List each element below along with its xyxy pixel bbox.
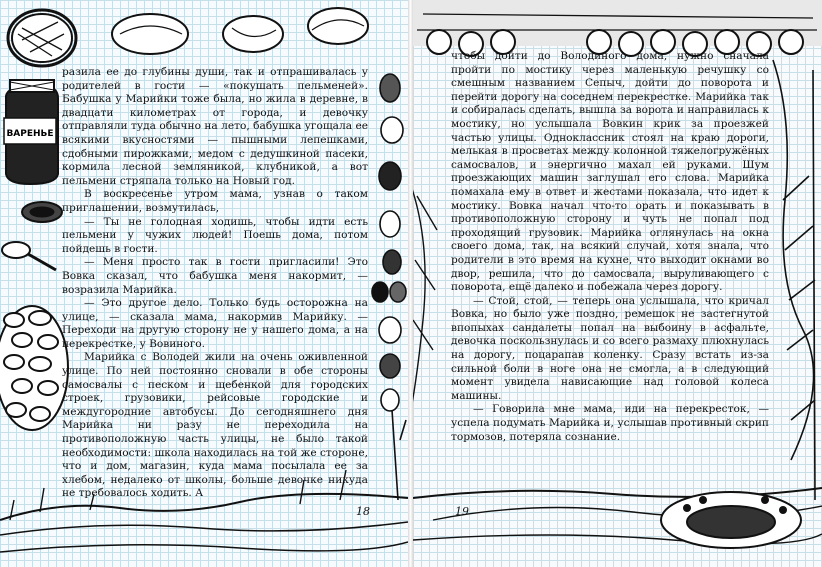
paragraph: — Ты не голодная ходишь, чтобы идти есть пельмени у чужих людей! Поешь дома, потом пойдешь в гости.: [62, 215, 368, 255]
page-number-left: 18: [356, 505, 370, 518]
page-number-right: 19: [455, 505, 469, 518]
road-sandal-illustration: [413, 488, 822, 548]
jar-label: ВАРЕНЬЕ: [6, 129, 54, 139]
log-bridge-illustration: [413, 0, 822, 56]
paragraph: — Меня просто так в гости пригласили! Это Вовка сказал, что бабушка меня накормит, — возразила Марийка.: [62, 256, 368, 296]
right-page-text: [451, 50, 769, 444]
paragraph: — Говорила мне мама, иди на перекресток, — успела подумать Марийка и, услышав противный скрип тормозов, потеряла сознание.: [451, 403, 769, 443]
left-page: [0, 0, 408, 567]
pastry-illustrations: [8, 8, 368, 66]
paragraph: — Это другое дело. Только будь осторожна на улице, — сказала мама, накормив Марийку. — Переходи на другую сторону не у нашего дома, а на перекрестке, у Вовиного.: [62, 297, 368, 350]
saucer-spoon-illustration: [2, 202, 62, 270]
paragraph: Марийка с Володей жили на очень оживленной улице. По ней постоянно сновали в обе стороны самосвалы с песком и щебенкой для городских строек, грузовики, рейсовые городские и междугородние автобусы. До сегодняшнего дня Марийка ни разу не переходила на противоположную часть улицы, не было такой необходимости: школа находилась на той же стороне, что и дом, магазин, куда мама посылала ее за хлебом, недалеко от школы, больше девочке никуда не требовалось ходить. А: [62, 351, 368, 500]
paragraph: разила ее до глубины души, так и отпрашивалась у родителей в гости — «покушать пельменей». Бабушка у Марийки тоже была, но жила в деревне, в двадцати километрах от города, и девочку отправляли туда обычно на лето, бабушка угощала ее всякими вкусностями — пышными лепешками, сдобными пирожками, медом с дедушкиной пасеки, кормила лесной земляникой, клубникой, а вот пельмени стряпала только на Новый год.: [62, 66, 368, 187]
pelmeni-plate-illustration: [0, 306, 68, 430]
paragraph: — Стой, стой, — теперь она услышала, что кричал Вовка, но было уже поздно, ремешок не застегнутой впопыхах сандалеты попал на выбоину в асфальте, девочка поскользнулась и со всего размаху плюхнулась на дорогу, поцарапав коленку. Сразу встать из-за сильной боли в ноге она не смогла, а в следующий момент увидела нависающие над головой колеса машины.: [451, 294, 769, 402]
river-grass-illustration: [773, 60, 815, 500]
right-page: [413, 0, 822, 567]
paragraph: чтобы дойти до Володиного дома, нужно сначала пройти по мостику через маленькую речушку со смешным названием Сепыч, дойти до поворота и перейти дорогу на соседнем перекрестке. Марийка так и собиралась сделать, вышла за ворота и направилась к мостику, но услышала Вовкин крик за проезжей частью улицы. Одноклассник стоял на краю дороги, мелькая в просветах между колонной тяжелогружёных самосвалов, и энергично махал ей руками. Шум проезжающих машин заглушал его слова. Марийка помахала ему в ответ и жестами показала, что идет к мостику. Вовка начал что-то орать и показывать в противоположную сторону и чуть не попал под проходящий грузовик. Марийка оглянулась на окна своего дома, так, на всякий случай, хотя знала, что родители в это время на кухне, что выходит окнами во двор, решила, что до самосвала, выруливающего с поворота, ещё далеко и побежала через дорогу.: [451, 50, 769, 294]
paragraph: В воскресенье утром мама, узнав о таком приглашении, возмутилась,: [62, 188, 368, 214]
string-bag-illustration: [413, 180, 437, 420]
berries-column-illustration: [372, 74, 406, 500]
left-page-text: [62, 66, 368, 501]
